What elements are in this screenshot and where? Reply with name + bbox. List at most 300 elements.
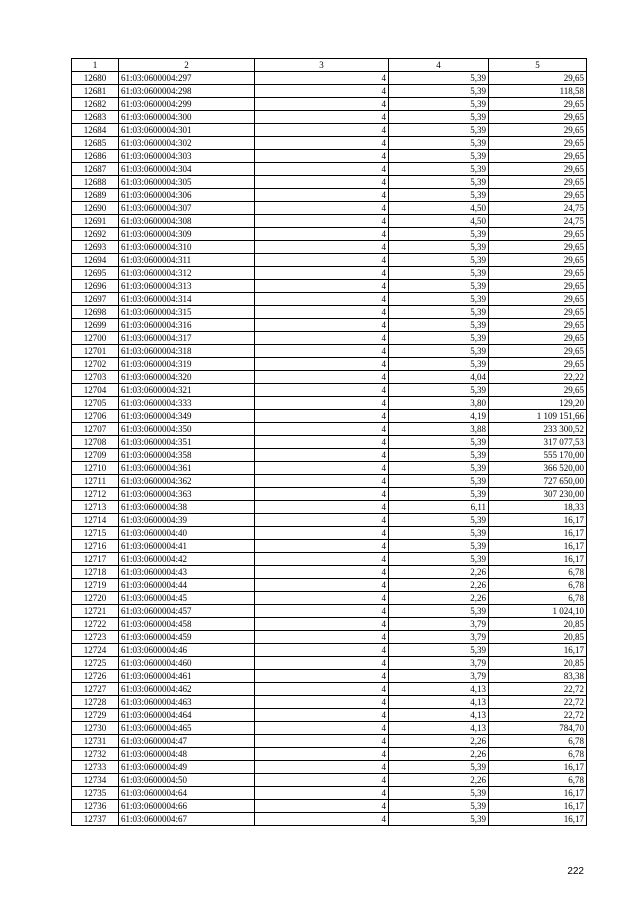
row-number-cell: 12697 xyxy=(72,293,119,306)
row-number-cell: 12702 xyxy=(72,358,119,371)
column-4-cell: 5,39 xyxy=(389,462,489,475)
cadastral-number-cell: 61:03:0600004:460 xyxy=(119,657,255,670)
table-row xyxy=(72,735,587,748)
table-row xyxy=(72,566,587,579)
column-4-cell: 5,39 xyxy=(389,761,489,774)
table-row xyxy=(72,514,587,527)
cadastral-number-cell: 61:03:0600004:363 xyxy=(119,488,255,501)
cadastral-number-cell: 61:03:0600004:459 xyxy=(119,631,255,644)
table-row xyxy=(72,111,587,124)
column-5-cell: 727 650,00 xyxy=(489,475,587,488)
table-row xyxy=(72,787,587,800)
row-number-cell: 12737 xyxy=(72,813,119,826)
cadastral-number-cell: 61:03:0600004:317 xyxy=(119,332,255,345)
table-row xyxy=(72,319,587,332)
column-4-cell: 5,39 xyxy=(389,319,489,332)
table-row xyxy=(72,137,587,150)
column-3-cell: 4 xyxy=(255,553,389,566)
column-4-cell: 5,39 xyxy=(389,163,489,176)
row-number-cell: 12729 xyxy=(72,709,119,722)
column-5-cell: 16,17 xyxy=(489,761,587,774)
row-number-cell: 12714 xyxy=(72,514,119,527)
column-5-cell: 29,65 xyxy=(489,150,587,163)
table-row xyxy=(72,202,587,215)
row-number-cell: 12713 xyxy=(72,501,119,514)
row-number-cell: 12715 xyxy=(72,527,119,540)
table-row xyxy=(72,605,587,618)
column-4-cell: 4,13 xyxy=(389,683,489,696)
row-number-cell: 12686 xyxy=(72,150,119,163)
cadastral-number-cell: 61:03:0600004:464 xyxy=(119,709,255,722)
column-header: 1 xyxy=(72,59,119,72)
column-3-cell: 4 xyxy=(255,358,389,371)
column-5-cell: 29,65 xyxy=(489,254,587,267)
cadastral-number-cell: 61:03:0600004:320 xyxy=(119,371,255,384)
column-5-cell: 29,65 xyxy=(489,384,587,397)
column-3-cell: 4 xyxy=(255,306,389,319)
table-row xyxy=(72,358,587,371)
table-row xyxy=(72,189,587,202)
column-5-cell: 22,22 xyxy=(489,371,587,384)
table-row xyxy=(72,124,587,137)
column-4-cell: 6,11 xyxy=(389,501,489,514)
column-3-cell: 4 xyxy=(255,813,389,826)
column-5-cell: 29,65 xyxy=(489,293,587,306)
row-number-cell: 12707 xyxy=(72,423,119,436)
cadastral-number-cell: 61:03:0600004:50 xyxy=(119,774,255,787)
column-3-cell: 4 xyxy=(255,787,389,800)
table-row xyxy=(72,644,587,657)
row-number-cell: 12717 xyxy=(72,553,119,566)
column-4-cell: 4,50 xyxy=(389,202,489,215)
column-header: 4 xyxy=(389,59,489,72)
column-5-cell: 784,70 xyxy=(489,722,587,735)
cadastral-number-cell: 61:03:0600004:316 xyxy=(119,319,255,332)
column-5-cell: 20,85 xyxy=(489,618,587,631)
row-number-cell: 12723 xyxy=(72,631,119,644)
column-3-cell: 4 xyxy=(255,774,389,787)
table-row xyxy=(72,241,587,254)
column-3-cell: 4 xyxy=(255,540,389,553)
column-4-cell: 3,88 xyxy=(389,423,489,436)
row-number-cell: 12719 xyxy=(72,579,119,592)
column-3-cell: 4 xyxy=(255,111,389,124)
column-5-cell: 22,72 xyxy=(489,709,587,722)
row-number-cell: 12725 xyxy=(72,657,119,670)
cadastral-number-cell: 61:03:0600004:305 xyxy=(119,176,255,189)
cadastral-number-cell: 61:03:0600004:311 xyxy=(119,254,255,267)
column-3-cell: 4 xyxy=(255,85,389,98)
column-3-cell: 4 xyxy=(255,800,389,813)
column-3-cell: 4 xyxy=(255,98,389,111)
column-4-cell: 4,04 xyxy=(389,371,489,384)
row-number-cell: 12735 xyxy=(72,787,119,800)
column-5-cell: 16,17 xyxy=(489,813,587,826)
column-5-cell: 6,78 xyxy=(489,592,587,605)
column-3-cell: 4 xyxy=(255,228,389,241)
row-number-cell: 12711 xyxy=(72,475,119,488)
cadastral-number-cell: 61:03:0600004:44 xyxy=(119,579,255,592)
column-3-cell: 4 xyxy=(255,384,389,397)
column-3-cell: 4 xyxy=(255,410,389,423)
column-5-cell: 16,17 xyxy=(489,800,587,813)
cadastral-number-cell: 61:03:0600004:312 xyxy=(119,267,255,280)
cadastral-number-cell: 61:03:0600004:40 xyxy=(119,527,255,540)
table-row xyxy=(72,527,587,540)
column-4-cell: 5,39 xyxy=(389,384,489,397)
column-3-cell: 4 xyxy=(255,566,389,579)
column-4-cell: 5,39 xyxy=(389,358,489,371)
column-3-cell: 4 xyxy=(255,189,389,202)
table-row xyxy=(72,553,587,566)
column-5-cell: 16,17 xyxy=(489,644,587,657)
table-row xyxy=(72,501,587,514)
column-5-cell: 24,75 xyxy=(489,215,587,228)
table-row xyxy=(72,800,587,813)
column-4-cell: 2,26 xyxy=(389,592,489,605)
row-number-cell: 12716 xyxy=(72,540,119,553)
column-5-cell: 16,17 xyxy=(489,527,587,540)
cadastral-number-cell: 61:03:0600004:362 xyxy=(119,475,255,488)
column-4-cell: 5,39 xyxy=(389,644,489,657)
column-5-cell: 29,65 xyxy=(489,228,587,241)
cadastral-number-cell: 61:03:0600004:301 xyxy=(119,124,255,137)
column-5-cell: 6,78 xyxy=(489,735,587,748)
table-row xyxy=(72,462,587,475)
column-5-cell: 29,65 xyxy=(489,189,587,202)
column-4-cell: 5,39 xyxy=(389,332,489,345)
cadastral-number-cell: 61:03:0600004:38 xyxy=(119,501,255,514)
cadastral-number-cell: 61:03:0600004:303 xyxy=(119,150,255,163)
column-4-cell: 4,13 xyxy=(389,722,489,735)
row-number-cell: 12701 xyxy=(72,345,119,358)
column-3-cell: 4 xyxy=(255,670,389,683)
cadastral-number-cell: 61:03:0600004:310 xyxy=(119,241,255,254)
column-3-cell: 4 xyxy=(255,124,389,137)
cadastral-number-cell: 61:03:0600004:48 xyxy=(119,748,255,761)
column-3-cell: 4 xyxy=(255,696,389,709)
column-3-cell: 4 xyxy=(255,644,389,657)
column-4-cell: 5,39 xyxy=(389,475,489,488)
column-4-cell: 5,39 xyxy=(389,98,489,111)
column-4-cell: 5,39 xyxy=(389,111,489,124)
table-row xyxy=(72,696,587,709)
table-row xyxy=(72,306,587,319)
column-4-cell: 5,39 xyxy=(389,267,489,280)
table-row xyxy=(72,150,587,163)
column-4-cell: 5,39 xyxy=(389,280,489,293)
column-4-cell: 5,39 xyxy=(389,514,489,527)
table-row xyxy=(72,176,587,189)
column-4-cell: 5,39 xyxy=(389,527,489,540)
column-4-cell: 3,79 xyxy=(389,657,489,670)
cadastral-number-cell: 61:03:0600004:458 xyxy=(119,618,255,631)
cadastral-number-cell: 61:03:0600004:42 xyxy=(119,553,255,566)
row-number-cell: 12731 xyxy=(72,735,119,748)
cadastral-number-cell: 61:03:0600004:307 xyxy=(119,202,255,215)
column-5-cell: 16,17 xyxy=(489,540,587,553)
row-number-cell: 12700 xyxy=(72,332,119,345)
row-number-cell: 12736 xyxy=(72,800,119,813)
row-number-cell: 12732 xyxy=(72,748,119,761)
column-5-cell: 29,65 xyxy=(489,358,587,371)
cadastral-number-cell: 61:03:0600004:306 xyxy=(119,189,255,202)
column-4-cell: 5,39 xyxy=(389,176,489,189)
column-3-cell: 4 xyxy=(255,748,389,761)
cadastral-number-cell: 61:03:0600004:43 xyxy=(119,566,255,579)
row-number-cell: 12728 xyxy=(72,696,119,709)
row-number-cell: 12730 xyxy=(72,722,119,735)
column-5-cell: 16,17 xyxy=(489,553,587,566)
table-row xyxy=(72,761,587,774)
column-5-cell: 22,72 xyxy=(489,696,587,709)
column-3-cell: 4 xyxy=(255,345,389,358)
column-3-cell: 4 xyxy=(255,735,389,748)
column-4-cell: 2,26 xyxy=(389,735,489,748)
table-row xyxy=(72,813,587,826)
cadastral-number-cell: 61:03:0600004:46 xyxy=(119,644,255,657)
row-number-cell: 12706 xyxy=(72,410,119,423)
table-row xyxy=(72,410,587,423)
column-5-cell: 29,65 xyxy=(489,280,587,293)
column-5-cell: 29,65 xyxy=(489,306,587,319)
row-number-cell: 12683 xyxy=(72,111,119,124)
column-5-cell: 1 109 151,66 xyxy=(489,410,587,423)
row-number-cell: 12734 xyxy=(72,774,119,787)
cadastral-number-cell: 61:03:0600004:463 xyxy=(119,696,255,709)
cadastral-number-cell: 61:03:0600004:457 xyxy=(119,605,255,618)
column-4-cell: 5,39 xyxy=(389,800,489,813)
cadastral-number-cell: 61:03:0600004:358 xyxy=(119,449,255,462)
column-4-cell: 5,39 xyxy=(389,189,489,202)
column-5-cell: 1 024,10 xyxy=(489,605,587,618)
column-4-cell: 5,39 xyxy=(389,241,489,254)
row-number-cell: 12689 xyxy=(72,189,119,202)
column-5-cell: 83,38 xyxy=(489,670,587,683)
column-5-cell: 29,65 xyxy=(489,98,587,111)
page-number: 222 xyxy=(567,866,584,877)
table-row xyxy=(72,228,587,241)
cadastral-number-cell: 61:03:0600004:313 xyxy=(119,280,255,293)
row-number-cell: 12724 xyxy=(72,644,119,657)
row-number-cell: 12682 xyxy=(72,98,119,111)
cadastral-number-cell: 61:03:0600004:49 xyxy=(119,761,255,774)
column-5-cell: 29,65 xyxy=(489,345,587,358)
cadastral-number-cell: 61:03:0600004:304 xyxy=(119,163,255,176)
column-5-cell: 29,65 xyxy=(489,137,587,150)
column-5-cell: 29,65 xyxy=(489,72,587,85)
table-row xyxy=(72,774,587,787)
row-number-cell: 12718 xyxy=(72,566,119,579)
table-row xyxy=(72,163,587,176)
column-3-cell: 4 xyxy=(255,631,389,644)
column-5-cell: 317 077,53 xyxy=(489,436,587,449)
table-row xyxy=(72,72,587,85)
table-row xyxy=(72,345,587,358)
column-4-cell: 5,39 xyxy=(389,540,489,553)
table-row xyxy=(72,579,587,592)
column-3-cell: 4 xyxy=(255,605,389,618)
table-row xyxy=(72,215,587,228)
column-4-cell: 5,39 xyxy=(389,436,489,449)
row-number-cell: 12695 xyxy=(72,267,119,280)
column-3-cell: 4 xyxy=(255,202,389,215)
row-number-cell: 12708 xyxy=(72,436,119,449)
column-3-cell: 4 xyxy=(255,488,389,501)
column-5-cell: 16,17 xyxy=(489,787,587,800)
column-3-cell: 4 xyxy=(255,163,389,176)
cadastral-number-cell: 61:03:0600004:321 xyxy=(119,384,255,397)
cadastral-number-cell: 61:03:0600004:461 xyxy=(119,670,255,683)
column-3-cell: 4 xyxy=(255,72,389,85)
table-row xyxy=(72,332,587,345)
table-row xyxy=(72,293,587,306)
column-3-cell: 4 xyxy=(255,137,389,150)
column-5-cell: 20,85 xyxy=(489,631,587,644)
column-4-cell: 5,39 xyxy=(389,72,489,85)
table-row xyxy=(72,371,587,384)
table-row xyxy=(72,475,587,488)
table-row xyxy=(72,488,587,501)
column-3-cell: 4 xyxy=(255,150,389,163)
column-5-cell: 29,65 xyxy=(489,124,587,137)
table-row xyxy=(72,449,587,462)
column-5-cell: 307 230,00 xyxy=(489,488,587,501)
column-4-cell: 2,26 xyxy=(389,748,489,761)
column-5-cell: 22,72 xyxy=(489,683,587,696)
column-3-cell: 4 xyxy=(255,176,389,189)
cadastral-number-cell: 61:03:0600004:39 xyxy=(119,514,255,527)
column-3-cell: 4 xyxy=(255,332,389,345)
column-4-cell: 4,13 xyxy=(389,709,489,722)
column-3-cell: 4 xyxy=(255,397,389,410)
column-3-cell: 4 xyxy=(255,215,389,228)
cadastral-number-cell: 61:03:0600004:67 xyxy=(119,813,255,826)
cadastral-number-cell: 61:03:0600004:47 xyxy=(119,735,255,748)
column-5-cell: 29,65 xyxy=(489,111,587,124)
cadastral-number-cell: 61:03:0600004:302 xyxy=(119,137,255,150)
cadastral-number-cell: 61:03:0600004:314 xyxy=(119,293,255,306)
column-3-cell: 4 xyxy=(255,761,389,774)
column-5-cell: 29,65 xyxy=(489,176,587,189)
column-5-cell: 6,78 xyxy=(489,566,587,579)
column-3-cell: 4 xyxy=(255,683,389,696)
cadastral-number-cell: 61:03:0600004:333 xyxy=(119,397,255,410)
table-row xyxy=(72,592,587,605)
column-3-cell: 4 xyxy=(255,280,389,293)
column-4-cell: 3,79 xyxy=(389,618,489,631)
column-3-cell: 4 xyxy=(255,579,389,592)
column-4-cell: 3,79 xyxy=(389,631,489,644)
cadastral-number-cell: 61:03:0600004:308 xyxy=(119,215,255,228)
row-number-cell: 12692 xyxy=(72,228,119,241)
cadastral-number-cell: 61:03:0600004:45 xyxy=(119,592,255,605)
column-3-cell: 4 xyxy=(255,241,389,254)
column-4-cell: 5,39 xyxy=(389,150,489,163)
cadastral-number-cell: 61:03:0600004:465 xyxy=(119,722,255,735)
column-4-cell: 5,39 xyxy=(389,605,489,618)
row-number-cell: 12733 xyxy=(72,761,119,774)
cadastral-number-cell: 61:03:0600004:315 xyxy=(119,306,255,319)
column-5-cell: 29,65 xyxy=(489,332,587,345)
column-3-cell: 4 xyxy=(255,722,389,735)
table-row xyxy=(72,280,587,293)
column-4-cell: 5,39 xyxy=(389,553,489,566)
column-3-cell: 4 xyxy=(255,293,389,306)
column-header: 3 xyxy=(255,59,389,72)
column-3-cell: 4 xyxy=(255,657,389,670)
row-number-cell: 12693 xyxy=(72,241,119,254)
table-row xyxy=(72,384,587,397)
column-4-cell: 2,26 xyxy=(389,579,489,592)
table-row xyxy=(72,657,587,670)
column-3-cell: 4 xyxy=(255,319,389,332)
row-number-cell: 12721 xyxy=(72,605,119,618)
column-5-cell: 6,78 xyxy=(489,774,587,787)
table-row xyxy=(72,98,587,111)
cadastral-number-cell: 61:03:0600004:349 xyxy=(119,410,255,423)
cadastral-number-cell: 61:03:0600004:351 xyxy=(119,436,255,449)
header-row xyxy=(72,59,587,72)
table-row xyxy=(72,85,587,98)
column-5-cell: 118,58 xyxy=(489,85,587,98)
table-row xyxy=(72,254,587,267)
column-3-cell: 4 xyxy=(255,267,389,280)
cadastral-number-cell: 61:03:0600004:297 xyxy=(119,72,255,85)
table-row xyxy=(72,722,587,735)
column-4-cell: 2,26 xyxy=(389,774,489,787)
column-5-cell: 29,65 xyxy=(489,163,587,176)
column-3-cell: 4 xyxy=(255,501,389,514)
column-4-cell: 2,26 xyxy=(389,566,489,579)
column-3-cell: 4 xyxy=(255,475,389,488)
column-5-cell: 366 520,00 xyxy=(489,462,587,475)
column-3-cell: 4 xyxy=(255,592,389,605)
column-header: 2 xyxy=(119,59,255,72)
column-4-cell: 5,39 xyxy=(389,254,489,267)
cadastral-number-cell: 61:03:0600004:298 xyxy=(119,85,255,98)
row-number-cell: 12680 xyxy=(72,72,119,85)
row-number-cell: 12699 xyxy=(72,319,119,332)
row-number-cell: 12698 xyxy=(72,306,119,319)
row-number-cell: 12727 xyxy=(72,683,119,696)
cadastral-number-cell: 61:03:0600004:319 xyxy=(119,358,255,371)
column-4-cell: 5,39 xyxy=(389,488,489,501)
row-number-cell: 12720 xyxy=(72,592,119,605)
column-4-cell: 5,39 xyxy=(389,293,489,306)
column-5-cell: 233 300,52 xyxy=(489,423,587,436)
row-number-cell: 12709 xyxy=(72,449,119,462)
cadastral-number-cell: 61:03:0600004:309 xyxy=(119,228,255,241)
column-4-cell: 4,19 xyxy=(389,410,489,423)
cadastral-number-cell: 61:03:0600004:318 xyxy=(119,345,255,358)
column-3-cell: 4 xyxy=(255,254,389,267)
column-5-cell: 29,65 xyxy=(489,241,587,254)
column-5-cell: 29,65 xyxy=(489,319,587,332)
row-number-cell: 12722 xyxy=(72,618,119,631)
column-5-cell: 6,78 xyxy=(489,579,587,592)
column-5-cell: 18,33 xyxy=(489,501,587,514)
column-5-cell: 555 170,00 xyxy=(489,449,587,462)
column-4-cell: 4,50 xyxy=(389,215,489,228)
column-4-cell: 5,39 xyxy=(389,449,489,462)
column-3-cell: 4 xyxy=(255,618,389,631)
table-row xyxy=(72,423,587,436)
table-row xyxy=(72,670,587,683)
row-number-cell: 12696 xyxy=(72,280,119,293)
column-3-cell: 4 xyxy=(255,462,389,475)
row-number-cell: 12684 xyxy=(72,124,119,137)
